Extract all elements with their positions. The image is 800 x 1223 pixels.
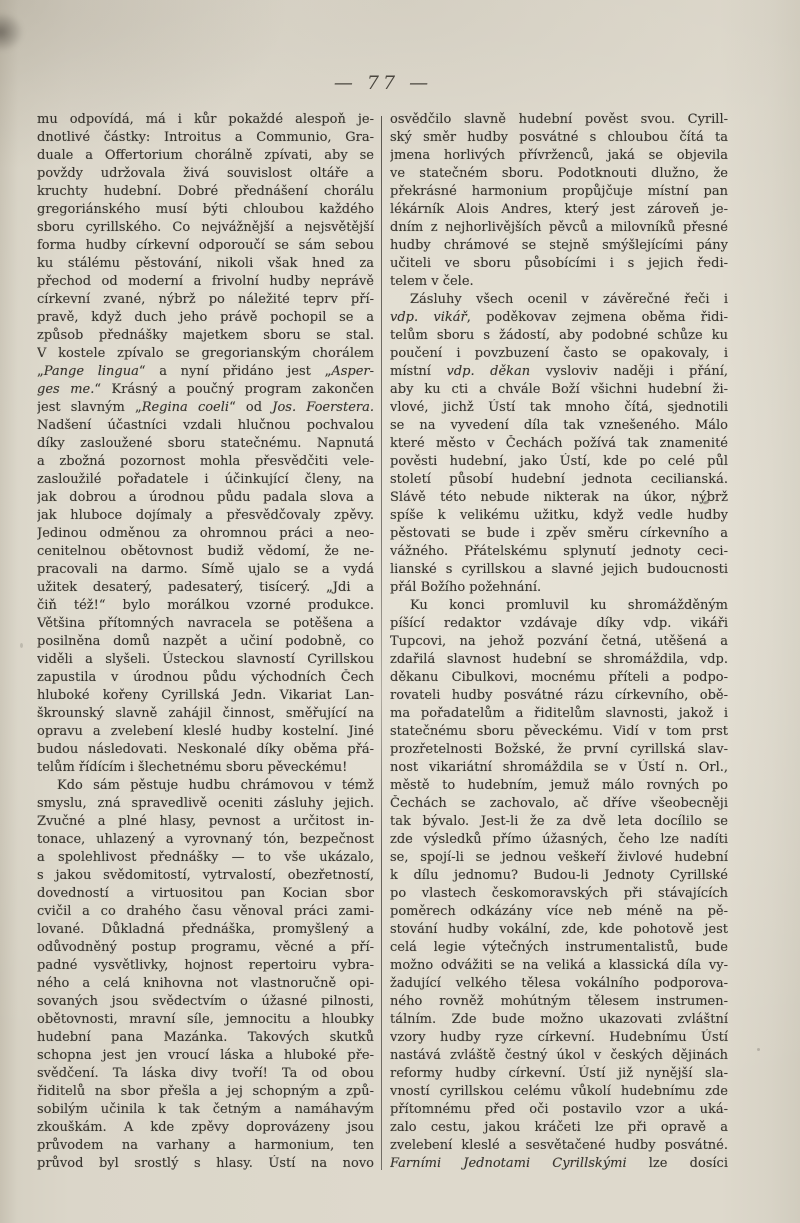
text-line: zdařilá slavnost hudební se shromáždila, vdp. [390,652,728,667]
text-line: učiteli ve sboru působícími i s jejich ředi- [390,256,728,271]
text-line: mu odpovídá, má i kůr pokaždé alespoň je- [37,112,374,127]
text-line: Zvučné a plné hlasy, pevnost a určitost in- [37,814,374,829]
text-line: telům sboru s žádostí, aby podobné schůze ku [390,328,728,343]
text-line: dnotlivé částky: Introitus a Communio, Gra- [37,130,374,145]
text-line: cenitelnou obětovnost budiž vědomí, že ne- [37,544,374,559]
text-line: ský směr hudby posvátné s chloubou čítá ta [390,130,728,145]
ink-speck [757,1048,760,1051]
text-line: čiň též!“ bylo morálkou vzorné produkce. [37,598,374,613]
text-line: jmena horlivých přívrženců, jaká se objevila [390,148,728,163]
text-line: jest slavným „Regina coeli“ od Jos. Foerstera. [37,400,374,415]
text-line: řiditelů na sbor přešla a jej schopným a způ- [37,1084,374,1099]
text-line: Zásluhy všech ocenil v závěrečné řeči i [410,292,728,307]
text-line: odůvodněný postup programu, věcné a pří- [37,940,374,955]
text-line: spíše k velikému užitku, když vedle hudby [390,508,728,523]
text-line: reformy hudby církevní. Ústí již nynější sla- [390,1066,728,1081]
text-line: pravě, když duch jeho právě pochopil se a [37,310,374,325]
text-line: se, spojí-li se jednou veškeří živlové hudební [390,850,728,865]
text-line: telem v čele. [390,274,474,289]
text-line: osvědčilo slavně hudební pověst svou. Cyrill- [390,112,728,127]
text-line: ného rovněž mohútným tělesem instrumen- [390,994,728,1009]
text-line: sobilým učinila k tak četným a namáhavým [37,1102,374,1117]
text-line: sboru cyrillského. Co nejvážnější a nejsvětější [37,220,374,235]
text-line: viděli a slyšeli. Ústeckou slavností Cyrillskou [37,652,374,667]
text-line: dním z nejhorlivějších pěvců a milovníků přesné [390,220,728,235]
text-line: budou následovati. Neskonalé díky oběma přá- [37,742,374,757]
text-line: po vlastech českomoravských při stávajících [390,886,728,901]
text-line: stování hudby vokální, zde, kde pohotově jest [390,922,728,937]
text-line: zkouškám. A kde zpěvy doprovázeny jsou [37,1120,374,1135]
text-line: obětovnosti, mravní síle, jemnocitu a hloubky [37,1012,374,1027]
text-line: aby ku cti a chvále Boží všichni hudební ži- [390,382,728,397]
text-line: překrásné harmonium propůjčuje místní pan [390,184,728,199]
text-line: Ku konci promluvil ku shromážděným [410,598,728,613]
text-line: zasloužilé pořadatele i účinkující členy, na [37,472,374,487]
text-line: ges me.“ Krásný a poučný program zakončen [37,382,374,397]
text-line: zapustila v úrodnou půdu východních Čech [37,670,374,685]
text-line: lianské s cyrillskou a slavné jejich budoucnosti [390,562,728,577]
text-line: smyslu, zná spravedlivě oceniti zásluhy jejich. [37,796,374,811]
text-line: nost vikariátní shromáždila se v Ústí n. Orl., [390,760,728,775]
text-line: které město v Čechách požívá tak znamenité [390,436,728,451]
text-line: k dílu jednomu? Budou-li Jednoty Cyrillské [390,868,728,883]
text-line: a spolehlivost přednášky — to vše ukázalo, [37,850,374,865]
text-line: hudby chrámové se stejně smýšlejícími pány [390,238,728,253]
text-line: kruchty hudební. Dobré přednášení chorálu [37,184,374,199]
text-line: schopna jest jen vroucí láska a hluboké pře- [37,1048,374,1063]
text-line: poměrech odkázány více neb méně na pě- [390,904,728,919]
text-line: městě to hudebním, jemuž málo rovných po [390,778,728,793]
text-line: statečnému sboru pěveckému. Vidí v tom prst [390,724,728,739]
text-line: s jakou svědomitostí, vytrvalostí, obezřetností, [37,868,374,883]
text-line: svědčení. Ta láska divy tvoří! Ta od obou [37,1066,374,1081]
text-line: dovedností a virtuositou pan Kocian sbor [37,886,374,901]
text-line: telům řídícím i šlechetnému sboru pěveckému! [37,760,348,775]
text-line: způsob přednášky majetkem sboru se stal. [37,328,374,343]
text-line: hudební pana Mazánka. Takových skutků [37,1030,374,1045]
text-line: vdp. vikář, poděkovav zejmena oběma řidi- [390,310,728,325]
text-line: užitek desaterý, padesaterý, tisícerý. „Jdi a [37,580,374,595]
page-number: — 77 — [333,72,433,94]
text-line: ve statečném sboru. Podotknouti dlužno, že [390,166,728,181]
text-line: vností cyrillskou celému vůkolí hudebnímu zde [390,1084,728,1099]
text-line: poučení i povzbuzení často se opakovaly, i [390,346,728,361]
text-line: tak bývalo. Jest-li že za dvě leta docílilo se [390,814,728,829]
text-line: jak dobrou a úrodnou půdu padala slova a [37,490,374,505]
text-line: ku stálému pěstování, nikoli však hned za [37,256,374,271]
text-line: se na vyvedení díla tak vznešeného. Málo [390,418,728,433]
text-line: zde výsledků přímo úžasných, čeho lze nadíti [390,832,728,847]
text-line: místní vdp. děkan vysloviv naději i přání, [390,364,728,379]
text-line: duale a Offertorium chorálně zpívati, aby se [37,148,374,163]
scan-smudge [0,12,24,52]
text-line: Kdo sám pěstuje hudbu chrámovou v témž [57,778,374,793]
left-column [37,111,374,1173]
text-line: nastává zvláště čestný úkol v českých dějinách [390,1048,728,1063]
text-line: ného a celá knihovna not vlastnoručně opi- [37,976,374,991]
text-line: možno odvážiti se na veliká a klassická díla vy- [390,958,728,973]
text-line: žadující velkého tělesa vokálního podporova- [390,976,728,991]
text-line: Nadšení účastníci vzdali hlučnou pochvalou [37,418,374,433]
text-line: Tupcovi, na jehož pozvání četná, utěšená a [390,634,728,649]
text-line: vážného. Přátelskému splynutí jednoty ceci- [390,544,728,559]
text-line: a zbožná pozornost mohla přesvědčiti vele- [37,454,374,469]
text-line: pěstovati se bude i zpěv směru církevního a [390,526,728,541]
text-line: tálním. Zde bude možno ukazovati zvláštní [390,1012,728,1027]
text-line: posilněna domů nazpět a učiní podobně, co [37,634,374,649]
text-line: Většina přítomných navracela se potěšena a [37,616,374,631]
text-line: přechod od moderní a frivolní hudby neprávě [37,274,374,289]
text-line: Slávě této nebude nikterak na úkor, nýbrž [390,490,728,505]
text-line: sovaných jsou svědectvím o úžasné pilnosti, [37,994,374,1009]
text-line: V kostele zpívalo se gregorianským chorálem [37,346,374,361]
text-line: celá legie výtečných instrumentalistů, bude [390,940,728,955]
text-line: průvodem na varhany a harmonium, ten [37,1138,374,1153]
text-line: pověsti hudební, jako Ústí, kde po celé půl [390,454,728,469]
text-line: hluboké kořeny Cyrillská Jedn. Vikariat Lan- [37,688,374,703]
text-line: jak hluboce dojímaly a přesvědčovaly zpěvy. [37,508,374,523]
text-line: zvelebení kleslé a sesvětačené hudby posvátné. [390,1138,728,1153]
text-line: povždy udržovala živá souvislost oltáře a [37,166,374,181]
text-line: cvičil a co drahého času věnoval práci zami- [37,904,374,919]
text-line: vlové, jichž Ústí tak mnoho čítá, sjednotili [390,400,728,415]
text-line: průvod byl srostlý s hlasy. Ústí na novo [37,1156,374,1171]
text-line: církevní zvané, nýbrž po náležité teprv pří- [37,292,374,307]
text-line: gregoriánského musí býti chloubou každého [37,202,374,217]
text-line: „Pange lingua“ a nyní přidáno jest „Asper- [37,364,374,379]
text-line: století působí hudební jednota cecilianská. [390,472,728,487]
text-line: lované. Důkladná přednáška, promyšlený a [37,922,374,937]
text-line: pracovali na darmo. Símě ujalo se a vydá [37,562,374,577]
text-line: zalo cestu, jakou kráčeti lze při opravě a [390,1120,728,1135]
text-line: Farními Jednotami Cyrillskými lze dosíci [390,1156,728,1171]
text-line: přál Božího požehnání. [390,580,542,595]
text-line: forma hudby církevní odporoučí se sám sebou [37,238,374,253]
text-line: opravu a zvelebení kleslé hudby kostelní. Jiné [37,724,374,739]
column-divider [381,116,382,1170]
text-line: lékárník Alois Andres, který jest zároveň je- [390,202,728,217]
text-line: Jedinou odměnou za ohromnou práci a neo- [37,526,374,541]
text-line: padné vysvětlivky, hojnost repertoiru vybra- [37,958,374,973]
text-line: píšící redaktor vzdávaje díky vdp. vikáři [390,616,728,631]
text-line: tonace, uhlazený a vyrovnaný tón, bezpečnost [37,832,374,847]
text-line: vzory hudby ryze církevní. Hudebnímu Ústí [390,1030,728,1045]
right-column [390,111,728,1173]
text-line: prozřetelnosti Božské, že první cyrillská slav- [390,742,728,757]
text-line: přítomnému před oči postavilo vzor a uká- [390,1102,728,1117]
text-line: Čechách se zachovalo, ač dříve všeobecněji [390,796,728,811]
text-line: děkanu Cibulkovi, mocnému příteli a podpo- [390,670,728,685]
text-line: díky zasloužené sboru statečnému. Napnutá [37,436,374,451]
text-line: škrounský slavně zahájil činnost, směřující na [37,706,374,721]
text-line: ma pořadatelům a řiditelům slavnosti, jakož i [390,706,728,721]
text-line: rovateli hudby posvátné rázu církevního, obě- [390,688,728,703]
ink-speck [20,643,23,648]
